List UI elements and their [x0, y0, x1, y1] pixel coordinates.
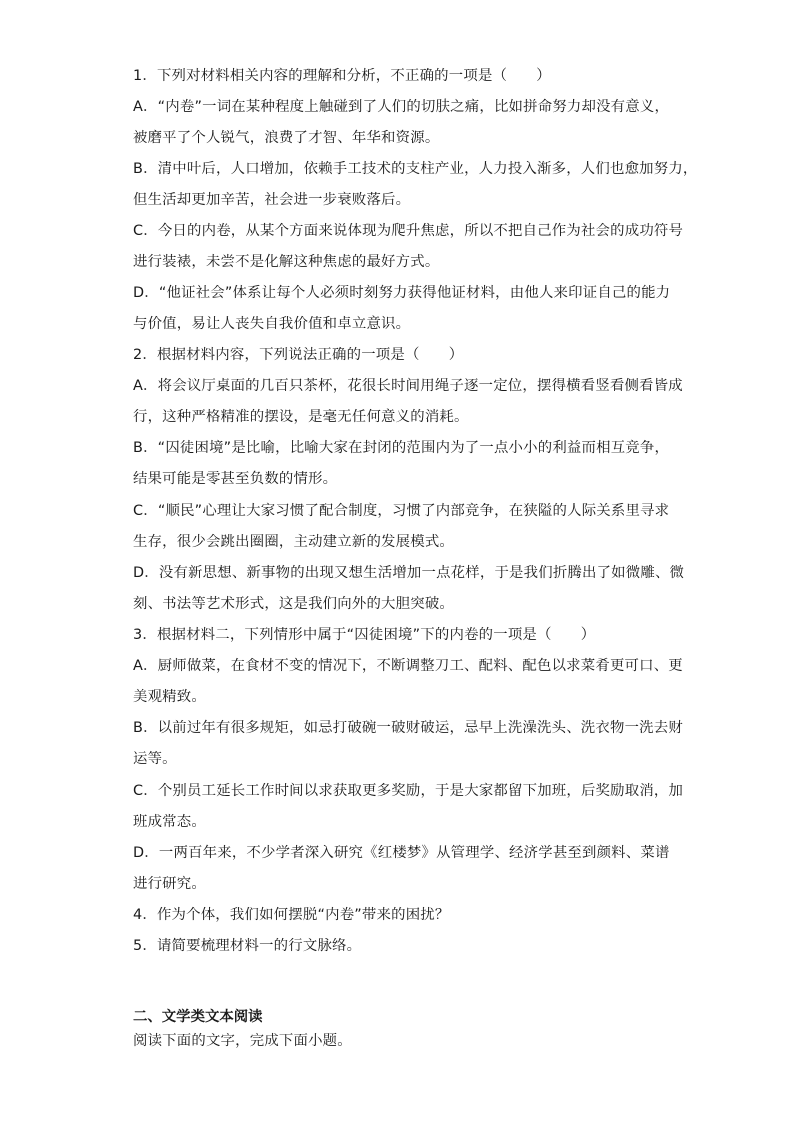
section-2-instruction: 阅读下面的文字，完成下面小题。 — [133, 1033, 352, 1049]
question-3-option-d-line1: D．一两百年来，不少学者深入研究《红楼梦》从管理学、经济学甚至到颜料、菜谱 — [133, 845, 670, 861]
question-1-option-b-line2: 但生活却更加辛苦，社会进一步衰败落后。 — [133, 192, 411, 208]
question-2-option-b-line1: B．“囚徒困境”是比喻，比喻大家在封闭的范围内为了一点小小的利益而相互竞争， — [133, 440, 670, 456]
question-3-option-d-line2: 进行研究。 — [133, 876, 206, 892]
question-1-option-d-line1: D．“他证社会”体系让每个人必须时刻努力获得他证材料，由他人来印证自己的能力 — [133, 285, 671, 301]
question-3-option-a-line1: A．厨师做菜，在食材不变的情况下，不断调整刀工、配料、配色以求菜肴更可口、更 — [133, 658, 683, 674]
question-2-option-d-line2: 刻、书法等艺术形式，这是我们向外的大胆突破。 — [133, 596, 454, 612]
question-3-option-c-line2: 班成常态。 — [133, 814, 206, 830]
question-5-stem: 5．请简要梳理材料一的行文脉络。 — [133, 938, 362, 954]
question-3-option-c-line1: C．个别员工延长工作时间以求获取更多奖励，于是大家都留下加班，后奖励取消，加 — [133, 783, 684, 799]
question-2-option-c-line1: C．“顺民”心理让大家习惯了配合制度，习惯了内部竞争，在狭隘的人际关系里寻求 — [133, 503, 670, 519]
question-3-option-b-line1: B．以前过年有很多规矩，如忌打破碗一破财破运，忌早上洗澡洗头、洗衣物一洗去财 — [133, 720, 683, 736]
question-3-stem: 3．根据材料二，下列情形中属于“囚徒困境”下的内卷的一项是（ ） — [133, 627, 596, 643]
question-3-option-a-line2: 美观精致。 — [133, 689, 206, 705]
question-1-option-b-line1: B．清中叶后，人口增加，依赖手工技术的支柱产业，人力投入渐多，人们也愈加努力， — [133, 161, 698, 177]
question-2-stem: 2．根据材料内容，下列说法正确的一项是（ ） — [133, 347, 464, 363]
question-1-option-d-line2: 与价值，易让人丧失自我价值和卓立意识。 — [133, 316, 411, 332]
question-4-stem: 4．作为个体，我们如何摆脱“内卷”带来的困扰？ — [133, 907, 450, 923]
question-2-option-a-line1: A．将会议厅桌面的几百只茶杯，花很长时间用绳子逐一定位，摆得横看竖看侧看皆成 — [133, 378, 683, 394]
question-2-option-d-line1: D．没有新思想、新事物的出现又想生活增加一点花样，于是我们折腾出了如微雕、微 — [133, 565, 685, 581]
question-1-option-a-line1: A．“内卷”一词在某种程度上触碰到了人们的切肤之痛，比如拼命努力却没有意义， — [133, 99, 670, 115]
section-2-title: 二、文学类文本阅读 — [133, 1009, 263, 1025]
question-1-option-c-line2: 进行装裱，未尝不是化解这种焦虑的最好方式。 — [133, 254, 440, 270]
question-2-option-b-line2: 结果可能是零甚至负数的情形。 — [133, 471, 338, 487]
question-1-stem: 1．下列对材料相关内容的理解和分析，不正确的一项是（ ） — [133, 68, 551, 84]
question-1-option-c-line1: C．今日的内卷，从某个方面来说体现为爬升焦虑，所以不把自己作为社会的成功符号 — [133, 223, 684, 239]
question-1-option-a-line2: 被磨平了个人锐气，浪费了才智、年华和资源。 — [133, 130, 440, 146]
question-3-option-b-line2: 运等。 — [133, 751, 177, 767]
question-2-option-c-line2: 生存，很少会跳出圈圈，主动建立新的发展模式。 — [133, 534, 454, 550]
question-2-option-a-line2: 行，这种严格精准的摆设，是毫无任何意义的消耗。 — [133, 409, 469, 425]
